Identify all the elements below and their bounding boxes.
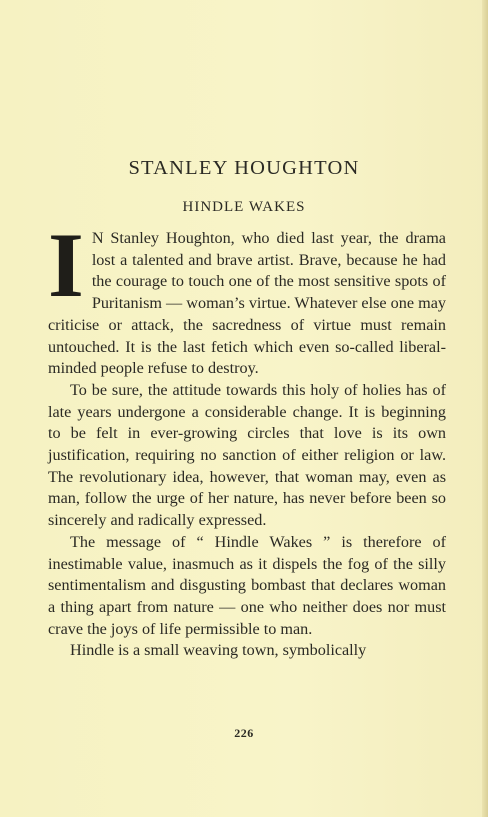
page-edge — [482, 0, 488, 817]
chapter-subtitle: HINDLE WAKES — [182, 199, 306, 215]
page-number: 226 — [234, 726, 254, 740]
chapter-title: STANLEY HOUGHTON — [128, 157, 360, 179]
paragraph-3: The message of “ Hindle Wakes ” is therefore of inestimable value, inasmuch as it dispels the fog of the silly sentimentalism and disgusting bombast that declares woman a thing apart from nature — one who neither does nor must crave the joys of life permissible to man. — [48, 532, 446, 638]
paragraph-4: Hindle is a small weaving town, symbolically — [70, 641, 367, 660]
paragraph-2: To be sure, the attitude towards this holy of holies has of late years undergone a considerable change. It is beginning to be felt in ever-growing circles that love is its own justification, requiring no sanction of either religion or law. The revolutionary idea, however, that woman may, even as man, follow the urge of her nature, has never before been so sincerely and radically expressed. — [48, 380, 446, 530]
body-text — [48, 214, 446, 662]
drop-cap: I — [48, 214, 84, 316]
paragraph-1-text: N Stanley Houghton, who died last year, the drama lost a talented and brave artist. Brave, because he had the courage to touch one of the most sensitive spots of Puritanism — woman’s virtue. Whatever else one may criticise or attack, the sacredness of virtue must remain untouched. It is the last fetich which even so-called liberal-minded people refuse to destroy. — [48, 229, 446, 378]
paragraph-1 — [48, 214, 446, 380]
